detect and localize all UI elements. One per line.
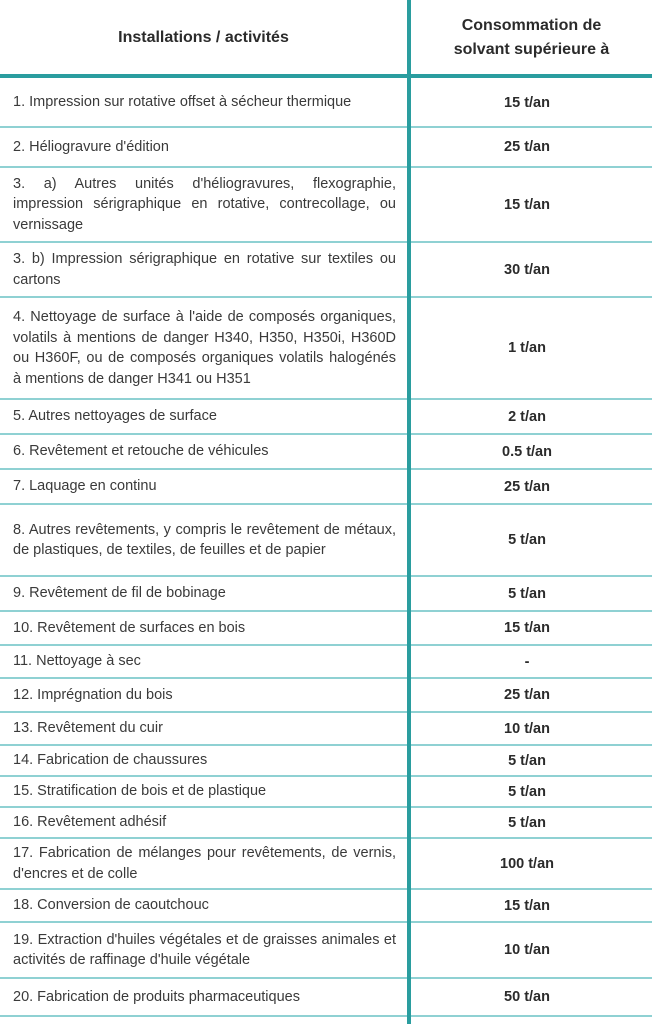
header-activities: Installations / activités [118, 29, 289, 46]
activity-text: 19. Extraction d'huiles végétales et de graisses animales et activités de raffinage d'huile végétale [13, 931, 396, 968]
activity-cell [13, 889, 396, 922]
table-row [0, 838, 652, 889]
threshold-cell: 15 t/an [504, 196, 550, 213]
threshold-cell: 5 t/an [508, 783, 546, 800]
table-row [0, 978, 652, 1016]
table-row [0, 242, 652, 297]
activity-text: 9. Revêtement de fil de bobinage [13, 585, 226, 602]
activity-cell [13, 776, 396, 807]
table-header [0, 0, 652, 76]
row-divider [0, 1015, 652, 1017]
threshold-cell: 5 t/an [508, 752, 546, 769]
activity-text: 2. Héliogravure d'édition [13, 138, 169, 155]
threshold-cell: 25 t/an [504, 687, 550, 703]
activity-text: 14. Fabrication de chaussures [13, 752, 208, 769]
table-row [0, 807, 652, 838]
activity-cell [13, 469, 396, 504]
threshold-cell: 10 t/an [504, 720, 550, 737]
threshold-cell: 5 t/an [508, 532, 546, 548]
table-row [0, 127, 652, 167]
threshold-cell: - [524, 653, 530, 670]
activity-text: 5. Autres nettoyages de surface [13, 408, 217, 425]
activity-cell [13, 645, 396, 678]
threshold-cell: 5 t/an [508, 814, 546, 831]
threshold-cell: 25 t/an [504, 478, 550, 495]
table-row [0, 611, 652, 645]
activity-cell [13, 922, 396, 978]
table-row [0, 469, 652, 504]
table-row [0, 78, 652, 127]
activity-cell [13, 78, 396, 127]
column-divider [407, 0, 411, 1024]
table-row [0, 576, 652, 611]
threshold-cell: 100 t/an [500, 855, 554, 872]
table-row [0, 922, 652, 978]
activity-cell [13, 297, 396, 399]
header-solvent-consumption-label: Consommation de solvant supérieure à [453, 17, 610, 58]
table-row [0, 745, 652, 776]
activity-cell [13, 611, 396, 645]
activity-text: 6. Revêtement et retouche de véhicules [13, 443, 269, 460]
activity-text: 11. Nettoyage à sec [13, 653, 141, 670]
table-row [0, 645, 652, 678]
threshold-cell: 0.5 t/an [502, 443, 552, 460]
activity-cell [13, 712, 396, 745]
threshold-cell: 1 t/an [508, 340, 546, 356]
threshold-cell: 15 t/an [504, 897, 550, 914]
activity-cell [13, 838, 396, 889]
table-row [0, 889, 652, 922]
activity-text: 1. Impression sur rotative offset à sécheur thermique [13, 94, 352, 111]
threshold-cell: 2 t/an [508, 408, 546, 425]
activity-text: 20. Fabrication de produits pharmaceutiques [13, 988, 300, 1005]
activity-text: 3. b) Impression sérigraphique en rotative sur textiles ou cartons [13, 251, 396, 288]
activity-text: 16. Revêtement adhésif [13, 814, 167, 831]
threshold-cell: 50 t/an [504, 989, 550, 1005]
table-row [0, 504, 652, 576]
threshold-cell: 15 t/an [504, 94, 550, 111]
activity-text: 12. Imprégnation du bois [13, 686, 173, 703]
table-row [0, 399, 652, 434]
activity-cell [13, 576, 396, 611]
threshold-cell: 15 t/an [504, 620, 550, 636]
activity-cell [13, 399, 396, 434]
activity-text: 4. Nettoyage de surface à l'aide de composés organiques, volatils à mentions de danger H340, H350, H350i, H360D ou H360F, ou de composés organiques volatils halogénés à mentions de danger H341 ou H351 [13, 309, 396, 387]
activity-cell [13, 434, 396, 469]
table-row [0, 776, 652, 807]
activity-text: 17. Fabrication de mélanges pour revêtements, de vernis, d'encres et de colle [13, 845, 396, 882]
table-row [0, 167, 652, 242]
table-row [0, 678, 652, 712]
activity-text: 13. Revêtement du cuir [13, 720, 163, 737]
threshold-cell: 5 t/an [508, 585, 546, 602]
header-solvent-consumption [411, 0, 652, 76]
table-row [0, 297, 652, 399]
activity-text: 18. Conversion de caoutchouc [13, 897, 209, 914]
activity-cell [13, 978, 396, 1016]
activity-text: 15. Stratification de bois et de plastique [13, 783, 267, 800]
activity-text: 10. Revêtement de surfaces en bois [13, 619, 246, 636]
table-row [0, 712, 652, 745]
activity-text: 8. Autres revêtements, y compris le revêtement de métaux, de plastiques, de textiles, de feuilles et de papier [13, 521, 396, 558]
activity-cell [13, 678, 396, 712]
activity-cell [13, 807, 396, 838]
threshold-cell: 25 t/an [504, 139, 550, 155]
activity-cell [13, 127, 396, 167]
activity-text: 7. Laquage en continu [13, 478, 157, 495]
activity-cell [13, 745, 396, 776]
activity-cell [13, 504, 396, 576]
threshold-cell: 30 t/an [504, 261, 550, 278]
table-row [0, 434, 652, 469]
activity-text: 3. a) Autres unités d'héliogravures, flexographie, impression sérigraphique en rotative, contrecollage, ou vernissage [13, 175, 396, 233]
threshold-cell: 10 t/an [504, 942, 550, 958]
activity-cell [13, 242, 396, 297]
activity-cell [13, 167, 396, 242]
